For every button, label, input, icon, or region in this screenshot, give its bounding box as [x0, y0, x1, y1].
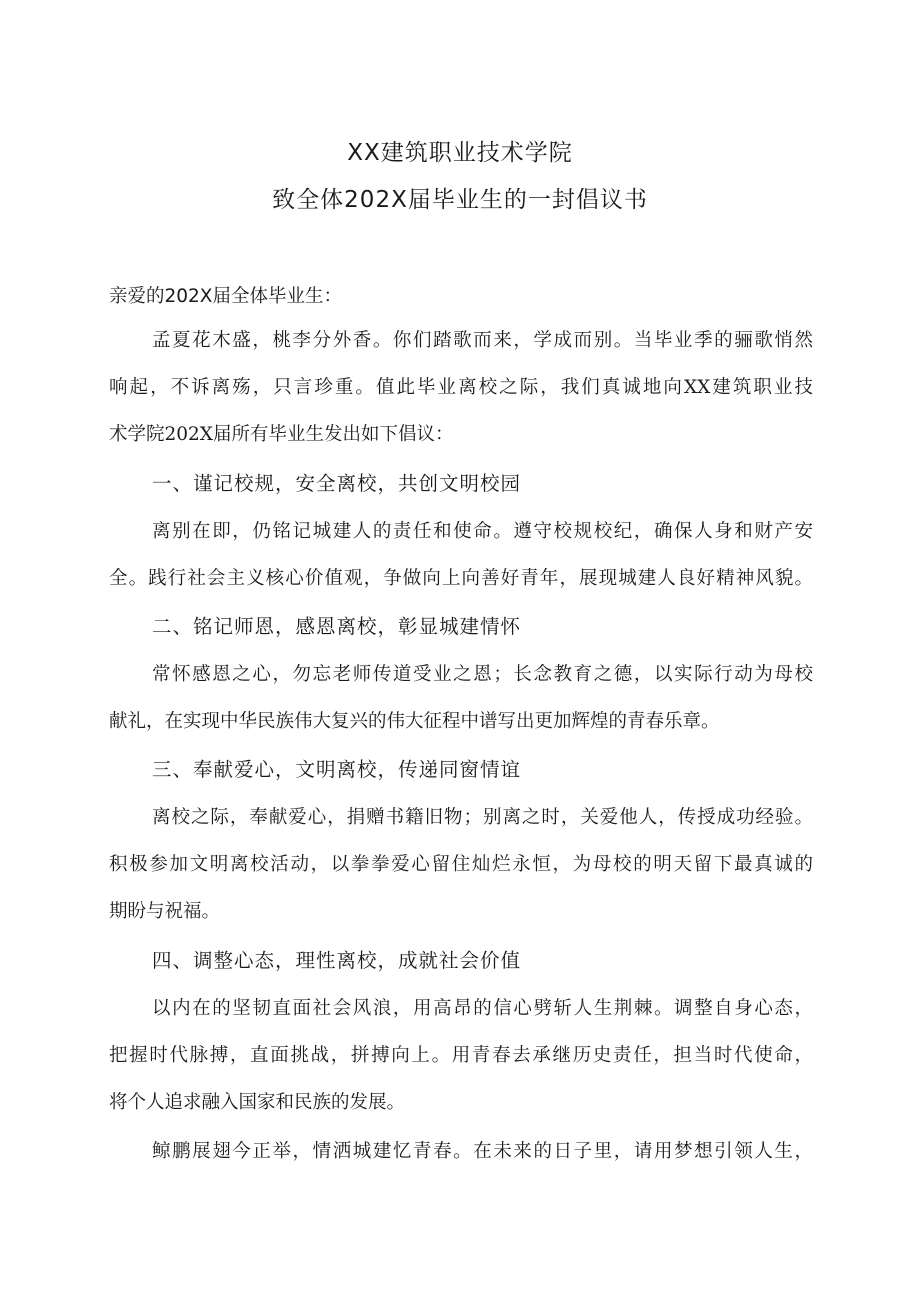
document-title: 致全体202X届毕业生的一封倡议书 [272, 187, 648, 213]
section-heading: 四、调整心态，理性离校，成就社会价值 [152, 949, 522, 972]
paragraph-line: 全。践行社会主义核心价值观，争做向上向善好青年，展现城建人良好精神风貌。 [109, 568, 813, 589]
section-heading: 一、谨记校规，安全离校，共创文明校园 [152, 472, 522, 495]
closing-line: 鲸鹏展翅今正举，情洒城建忆青春。在未来的日子里，请用梦想引领人生， [152, 1141, 813, 1162]
document-title-school: XX建筑职业技术学院 [347, 140, 573, 166]
paragraph-line: 离校之际，奉献爱心，捐赠书籍旧物；别离之时，关爱他人，传授成功经验。 [152, 807, 813, 828]
intro-line: 孟夏花木盛，桃李分外香。你们踏歌而来，学成而别。当毕业季的骊歌悄然 [152, 330, 813, 351]
section-heading: 二、铭记师恩，感恩离校，彰显城建情怀 [152, 615, 522, 638]
paragraph-line: 将个人追求融入国家和民族的发展。 [109, 1092, 406, 1113]
intro-line: 响起，不诉离殇，只言珍重。值此毕业离校之际，我们真诚地向XX建筑职业技 [109, 377, 813, 398]
paragraph-line: 离别在即，仍铭记城建人的责任和使命。遵守校规校纪，确保人身和财产安 [152, 521, 813, 542]
section-heading: 三、奉献爱心，文明离校，传递同窗情谊 [152, 758, 522, 781]
intro-line: 术学院202X届所有毕业生发出如下倡议： [109, 424, 454, 445]
paragraph-line: 积极参加文明离校活动，以拳拳爱心留住灿烂永恒，为母校的明天留下最真诚的 [109, 854, 813, 875]
paragraph-line: 期盼与祝福。 [109, 901, 221, 922]
paragraph-line: 献礼，在实现中华民族伟大复兴的伟大征程中谱写出更加辉煌的青春乐章。 [109, 711, 720, 732]
greeting: 亲爱的202X届全体毕业生： [109, 286, 342, 307]
paragraph-line: 常怀感恩之心，勿忘老师传道受业之恩；长念教育之德，以实际行动为母校 [152, 664, 813, 685]
paragraph-line: 把握时代脉搏，直面挑战，拼搏向上。用青春去承继历史责任，担当时代使命， [109, 1045, 813, 1066]
paragraph-line: 以内在的坚韧直面社会风浪，用高昂的信心劈斩人生荆棘。调整自身心态， [152, 998, 813, 1019]
